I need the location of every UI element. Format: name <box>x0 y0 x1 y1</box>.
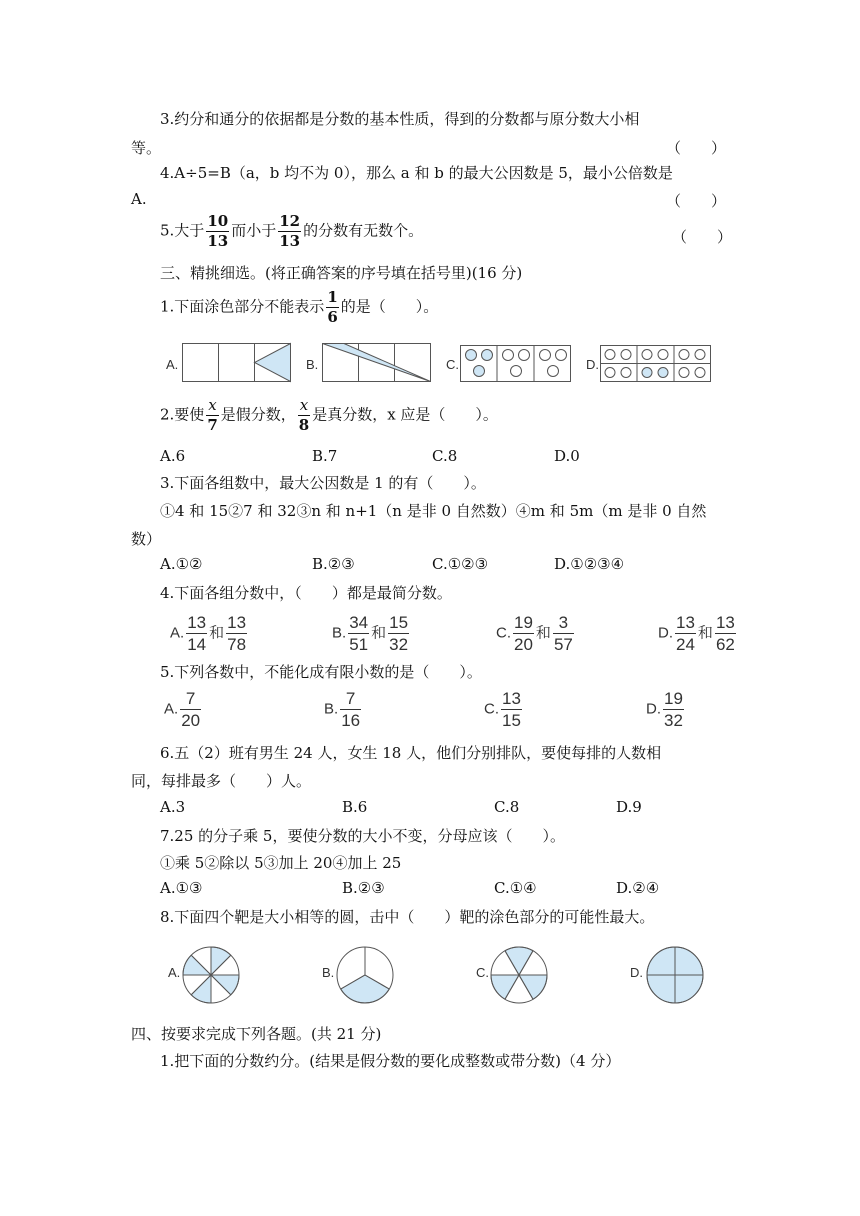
s3-q8-label-a: A. <box>168 965 181 980</box>
s3-q3: 3.下面各组数中，最大公因数是 1 的有（ ）。 <box>160 474 486 492</box>
s3-q1-label-c: C. <box>446 357 459 372</box>
tf-q4-line2: A. <box>131 190 147 208</box>
tf-q4-line1: 4.A÷5=B（a，b 均不为 0），那么 a 和 b 的最大公因数是 5，最小公倍数是 <box>160 164 673 182</box>
fraction: $\frac{1}{6}$ <box>327 288 338 326</box>
s3-q2: 2.要使 $\frac{x}{7}$ 是假分数， $\frac{x}{8}$ 是真分数，x 应是（ ）。 <box>160 396 498 434</box>
s3-q7-option-c[interactable]: C.①④ <box>494 879 537 897</box>
s3-q3-items-line2: 数） <box>131 530 162 548</box>
tf-q3-line1: 3.约分和通分的依据都是分数的基本性质，得到的分数都与原分数大小相 <box>160 110 640 128</box>
s3-q6-option-a[interactable]: A.3 <box>160 798 186 816</box>
s3-q6-option-b[interactable]: B.6 <box>342 798 368 816</box>
tf-q4-answer-paren[interactable]: （ ） <box>666 192 727 210</box>
s3-q5-option-d[interactable]: D. $\frac{19}{32}$ <box>646 689 683 730</box>
s3-q1-label-d: D. <box>586 357 599 372</box>
s3-q3-option-d[interactable]: D.①②③④ <box>554 555 625 573</box>
tf-q5: 5.大于 $\frac{10}{13}$ 而小于 $\frac{12}{13}$ 的分数有无数个。 <box>160 212 424 250</box>
section4-title: 四、按要求完成下列各题。(共 21 分) <box>131 1025 382 1043</box>
s3-q5-option-b[interactable]: B. $\frac{7}{16}$ <box>324 689 361 730</box>
s3-q1-figure-c <box>460 345 572 383</box>
s3-q1-label-a: A. <box>166 357 179 372</box>
s3-q3-option-b[interactable]: B.②③ <box>312 555 355 573</box>
s3-q3-option-c[interactable]: C.①②③ <box>432 555 489 573</box>
s3-q5: 5.下列各数中，不能化成有限小数的是（ ）。 <box>160 663 482 681</box>
s3-q1-label-b: B. <box>306 357 319 372</box>
s3-q2-option-d[interactable]: D.0 <box>554 447 580 465</box>
s3-q7-option-d[interactable]: D.②④ <box>616 879 660 897</box>
tf-q3-line2: 等。 <box>131 139 162 157</box>
s3-q1-figure-b <box>322 343 432 383</box>
s3-q8-label-b: B. <box>322 965 335 980</box>
s4-q1: 1.把下面的分数约分。(结果是假分数的要化成整数或带分数)（4 分） <box>160 1052 621 1070</box>
s3-q6-line1: 6.五（2）班有男生 24 人，女生 18 人，他们分别排队，要使每排的人数相 <box>160 744 662 762</box>
s3-q8-target-c <box>490 946 550 1006</box>
s3-q4: 4.下面各组分数中，（ ）都是最简分数。 <box>160 584 452 602</box>
s3-q8-target-d <box>646 946 706 1006</box>
fraction: $\frac{12}{13}$ <box>279 212 301 250</box>
s3-q5-option-c[interactable]: C. $\frac{13}{15}$ <box>484 689 521 730</box>
s3-q5-option-a[interactable]: A. $\frac{7}{20}$ <box>164 689 201 730</box>
s3-q6-line2: 同，每排最多（ ）人。 <box>131 772 312 790</box>
s3-q8-label-c: C. <box>476 965 489 980</box>
s3-q2-option-c[interactable]: C.8 <box>432 447 458 465</box>
tf-q5-answer-paren[interactable]: （ ） <box>672 228 733 246</box>
s3-q1-figure-a <box>182 343 292 383</box>
s3-q2-option-b[interactable]: B.7 <box>312 447 338 465</box>
s3-q2-option-a[interactable]: A.6 <box>160 447 186 465</box>
s3-q8: 8.下面四个靶是大小相等的圆，击中（ ）靶的涂色部分的可能性最大。 <box>160 908 655 926</box>
s3-q8-target-b <box>336 946 396 1006</box>
fraction: $\frac{x}{7}$ <box>207 396 218 434</box>
s3-q3-items-line1: ①4 和 15②7 和 32③n 和 n+1（n 是非 0 自然数）④m 和 5m（m 是非 0 自然 <box>160 502 707 520</box>
fraction: $\frac{10}{13}$ <box>207 212 229 250</box>
section3-title: 三、精挑细选。(将正确答案的序号填在括号里)(16 分) <box>160 264 523 282</box>
s3-q3-option-a[interactable]: A.①② <box>160 555 203 573</box>
s3-q8-target-a <box>182 946 242 1006</box>
fraction: $\frac{x}{8}$ <box>298 396 310 434</box>
s3-q1: 1.下面涂色部分不能表示 $\frac{1}{6}$ 的是（ ）。 <box>160 288 439 326</box>
s3-q4-option-a[interactable]: A. $\frac{13}{14}$ 和 $\frac{13}{78}$ <box>170 613 247 654</box>
s3-q7: 7.25 的分子乘 5，要使分数的大小不变，分母应该（ ）。 <box>160 827 565 845</box>
s3-q1-figure-d <box>600 345 712 383</box>
s3-q4-option-b[interactable]: B. $\frac{34}{51}$ 和 $\frac{15}{32}$ <box>332 613 409 654</box>
s3-q7-option-a[interactable]: A.①③ <box>160 879 203 897</box>
s3-q6-option-d[interactable]: D.9 <box>616 798 642 816</box>
tf-q3-answer-paren[interactable]: （ ） <box>666 139 727 157</box>
s3-q6-option-c[interactable]: C.8 <box>494 798 520 816</box>
s3-q7-option-b[interactable]: B.②③ <box>342 879 385 897</box>
s3-q8-label-d: D. <box>630 965 643 980</box>
s3-q7-items: ①乘 5②除以 5③加上 20④加上 25 <box>160 854 402 872</box>
s3-q4-option-d[interactable]: D. $\frac{13}{24}$ 和 $\frac{13}{62}$ <box>658 613 735 654</box>
s3-q4-option-c[interactable]: C. $\frac{19}{20}$ 和 $\frac{3}{57}$ <box>496 613 573 654</box>
